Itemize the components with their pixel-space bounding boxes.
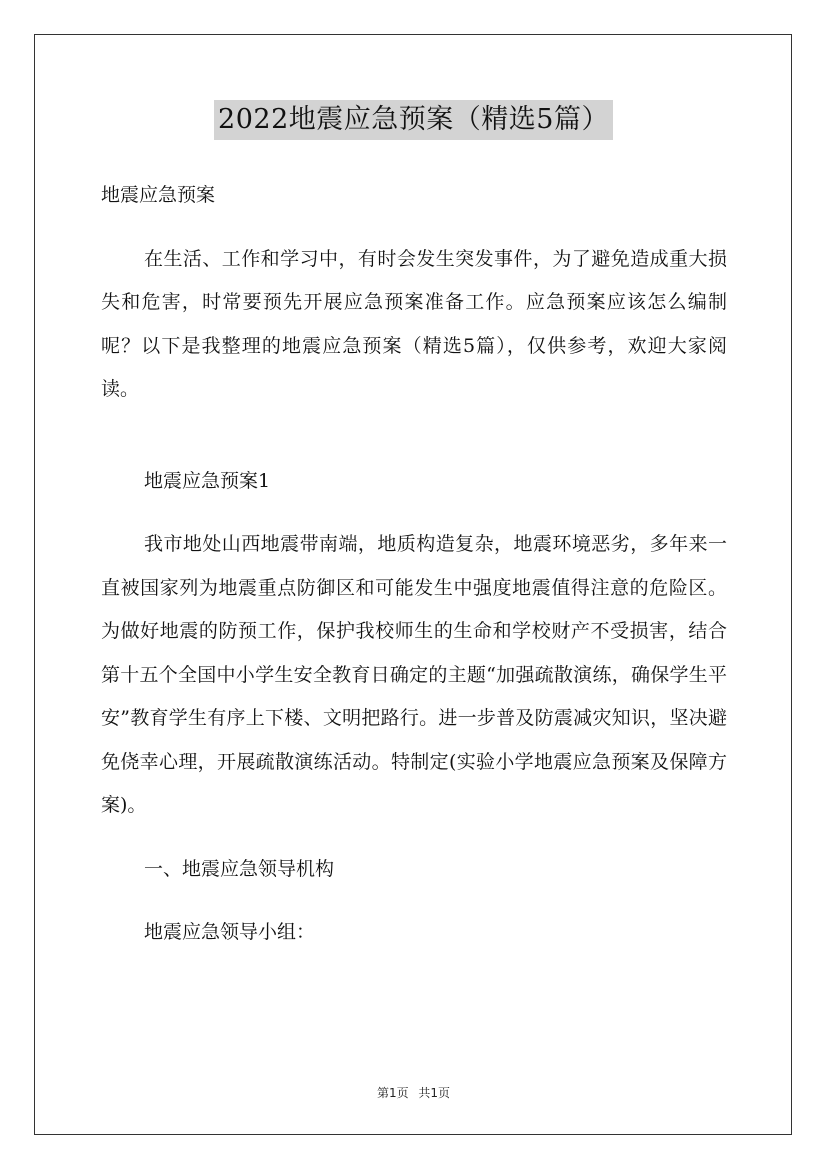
document-title: 2022地震应急预案（精选5篇）: [214, 100, 613, 140]
section-title: 地震应急预案1: [144, 469, 271, 492]
heading-leadership-agency: 一、地震应急领导机构: [144, 857, 335, 880]
document-subtitle: 地震应急预案: [101, 184, 216, 206]
heading-leadership-group: 地震应急领导小组：: [144, 921, 316, 943]
section-body-paragraph: 我市地处山西地震带南端，地质构造复杂，地震环境恶劣，多年来一直被国家列为地震重点防御区和可能发生中强度地震值得注意的危险区。为做好地震的防预工作，保护我校师生的生命和学校财产不受损害，结合第十五个全国中小学生安全教育日确定的主题“加强疏散演练，确保学生平安”教育学生有序上下楼、文明把路行。进一步普及防震减灾知识，坚决避免侥幸心理，开展疏散演练活动。特制定(实验小学地震应急预案及保障方案)。: [101, 533, 727, 816]
page-number-total: 共1页: [418, 1086, 451, 1100]
intro-paragraph: 在生活、工作和学习中，有时会发生突发事件，为了避免造成重大损失和危害，时常要预先开展应急预案准备工作。应急预案应该怎么编制呢？以下是我整理的地震应急预案（精选5篇），仅供参考，欢迎大家阅读。: [101, 247, 727, 400]
document-body: [101, 174, 727, 955]
page-number-current: 第1页: [376, 1086, 409, 1100]
title-container: [0, 100, 827, 140]
page-footer: [0, 1084, 827, 1101]
